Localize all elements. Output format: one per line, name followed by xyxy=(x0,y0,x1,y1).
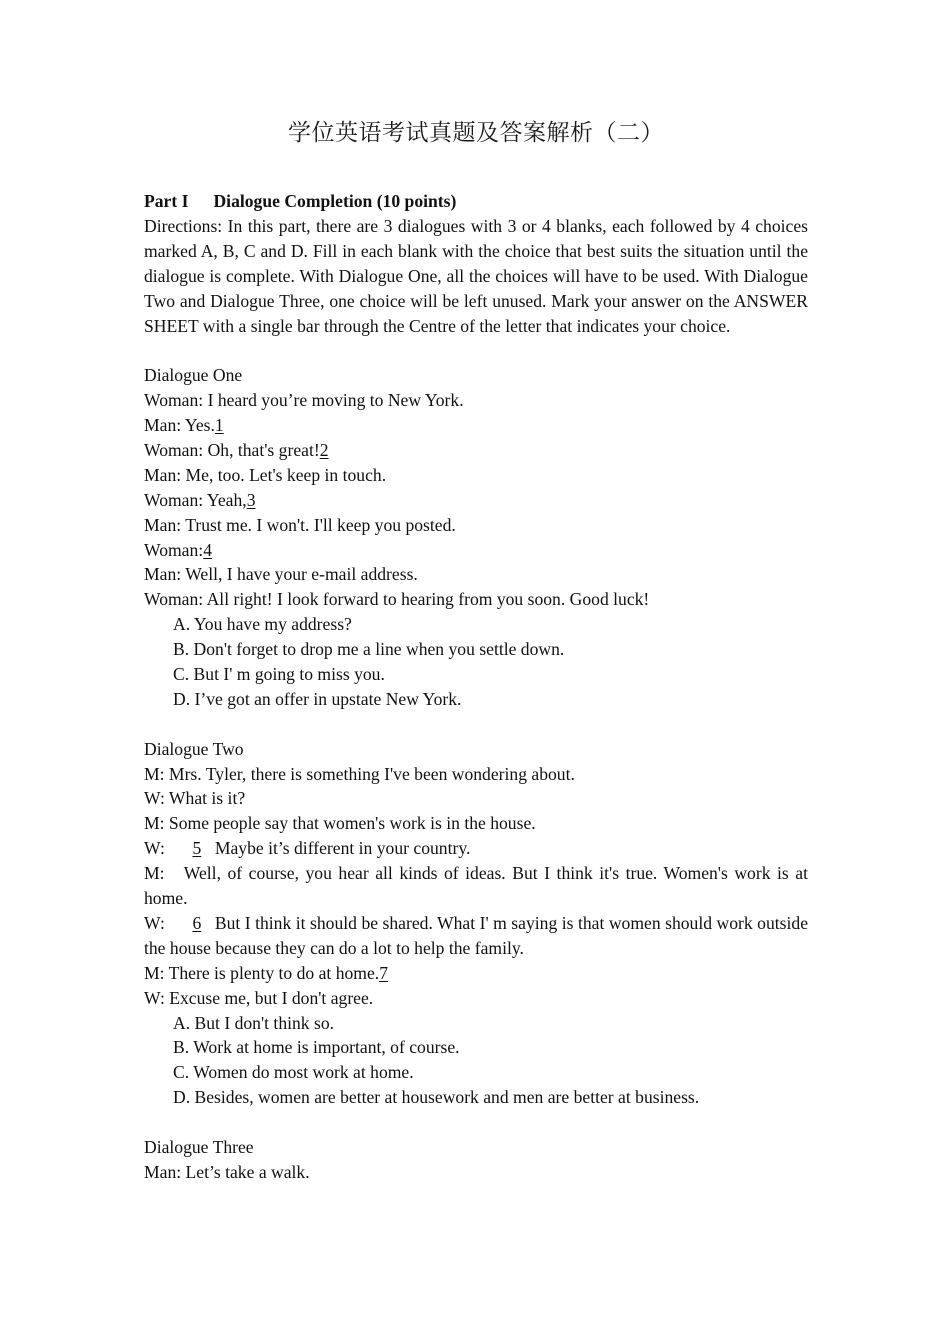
dialogue-line: M: Some people say that women's work is in the house. xyxy=(144,813,536,834)
line-text: W: xyxy=(144,838,165,859)
choice-b: B. Work at home is important, of course. xyxy=(173,1037,460,1058)
line-text: M: There is plenty to do at home. xyxy=(144,962,380,983)
blank-6: 6 xyxy=(192,912,202,933)
part-label: Part I xyxy=(144,191,189,211)
blank-5: 5 xyxy=(192,838,202,859)
choice-a: A. You have my address? xyxy=(173,614,352,635)
dialogue-line: Man: Well, I have your e-mail address. xyxy=(144,564,418,585)
blank-4: 4 xyxy=(203,539,212,560)
part-heading xyxy=(144,189,808,214)
directions: Directions: In this part, there are 3 dialogues with 3 or 4 blanks, each followed by 4 choices marked A, B, C and D. Fill in each blank with the choice that best suits the situation until the dialogue is complete. With Dialogue One, all the choices will have to be used. With Dialogue Two and Dialogue Three, one choice will be left unused. Mark your answer on the ANSWER SHEET with a single bar through the Centre of the letter that indicates your choice. xyxy=(144,215,808,336)
choice-d: D. I’ve got an offer in upstate New York. xyxy=(173,688,462,709)
part-title: Dialogue Completion (10 points) xyxy=(213,191,457,211)
choice-d: D. Besides, women are better at housework and men are better at business. xyxy=(173,1087,700,1108)
dialogue-line: W: Excuse me, but I don't agree. xyxy=(144,987,374,1008)
dialogue-line: Man: Me, too. Let's keep in touch. xyxy=(144,464,387,485)
line-text: Man: Yes. xyxy=(144,415,215,436)
blank-1: 1 xyxy=(214,415,224,436)
dialogue-line xyxy=(144,538,808,563)
blank-2: 2 xyxy=(319,439,329,460)
dialogue-two-title: Dialogue Two xyxy=(144,738,244,759)
document-title: 学位英语考试真题及答案解析（二） xyxy=(288,120,664,146)
blank-7: 7 xyxy=(379,962,388,983)
dialogue-line: Woman: I heard you’re moving to New York. xyxy=(144,390,464,411)
dialogue-line xyxy=(144,961,808,986)
dialogue-line: Man: Let’s take a walk. xyxy=(144,1161,310,1182)
dialogue-line xyxy=(144,911,808,961)
line-text: W: xyxy=(144,912,165,933)
dialogue-line xyxy=(144,438,808,463)
dialogue-line: Woman: All right! I look forward to hearing from you soon. Good luck! xyxy=(144,589,650,610)
dialogue-one-title: Dialogue One xyxy=(144,365,243,386)
dialogue-line: Man: Trust me. I won't. I'll keep you posted. xyxy=(144,514,456,535)
line-text: Maybe it’s different in your country. xyxy=(214,838,471,859)
blank-3: 3 xyxy=(246,489,256,510)
document-body xyxy=(144,189,813,1185)
dialogue-line xyxy=(144,413,808,438)
dialogue-line: W: What is it? xyxy=(144,788,246,809)
choice-c: C. Women do most work at home. xyxy=(173,1062,414,1083)
dialogue-line: M: Well, of course, you hear all kinds of ideas. But I think it's true. Women's work is at home. xyxy=(144,863,813,909)
dialogue-line xyxy=(144,836,808,861)
choice-a: A. But I don't think so. xyxy=(173,1012,335,1033)
line-text: Woman: Oh, that's great! xyxy=(144,439,320,460)
choice-c: C. But I' m going to miss you. xyxy=(173,664,385,684)
dialogue-three-title: Dialogue Three xyxy=(144,1136,254,1157)
line-text: Woman: Yeah, xyxy=(144,489,247,510)
line-text: Woman: xyxy=(144,539,204,560)
dialogue-line xyxy=(144,488,808,513)
dialogue-line: M: Mrs. Tyler, there is something I've been wondering about. xyxy=(144,763,575,784)
line-text: But I think it should be shared. What I' m saying is that women should work outside the house because they can do a lot to help the family. xyxy=(144,912,808,958)
choice-b: B. Don't forget to drop me a line when you settle down. xyxy=(173,639,565,660)
